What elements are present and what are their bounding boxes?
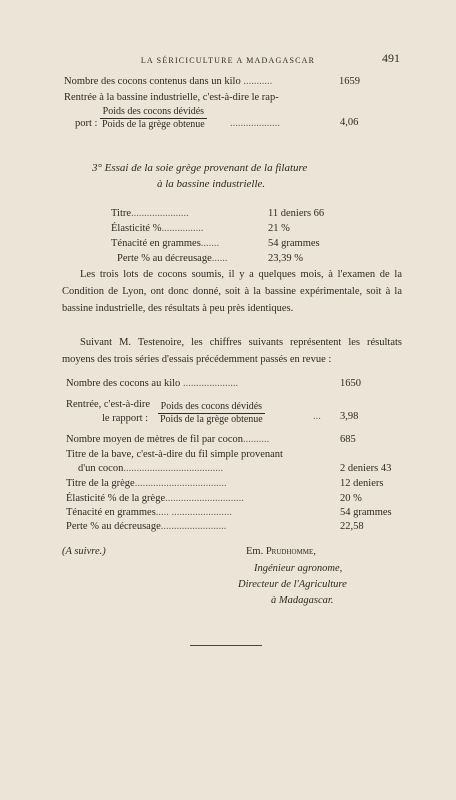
fraction-numerator: Poids des cocons dévidés bbox=[100, 106, 207, 119]
row-value: 12 deniers bbox=[340, 478, 384, 489]
row-label: Élasticité % de la grège bbox=[66, 493, 166, 504]
row-label: Titre de la grège bbox=[66, 478, 135, 489]
author-prefix: Em. bbox=[246, 546, 264, 557]
row-value: 22,58 bbox=[340, 521, 364, 532]
leader: ........... bbox=[243, 76, 273, 87]
fraction-denominator: Poids de la grège obtenue bbox=[102, 119, 205, 130]
row-label: Ténacité en grammes bbox=[66, 507, 156, 518]
summary-fraction-value: 3,98 bbox=[340, 411, 359, 422]
closing-rule bbox=[190, 645, 262, 646]
row-label: Ténacité en grammes bbox=[111, 238, 201, 249]
page-number: 491 bbox=[382, 51, 400, 65]
row-value: 20 % bbox=[340, 493, 362, 504]
row-label: d'un cocon bbox=[78, 463, 124, 474]
row-label: Nombre des cocons au kilo bbox=[66, 378, 181, 389]
row-label: Élasticité % bbox=[111, 223, 162, 234]
row-value: 11 deniers 66 bbox=[268, 208, 325, 219]
leader: ................................... bbox=[134, 478, 227, 489]
leader: .............................. bbox=[165, 493, 244, 504]
rendement-fraction bbox=[100, 106, 207, 131]
author-title-2: Directeur de l'Agriculture bbox=[238, 579, 347, 590]
row-label: Nombre moyen de mètres de fil par cocon bbox=[66, 434, 243, 445]
leader: .......... bbox=[242, 434, 270, 445]
fraction-numerator: Poids des cocons dévidés bbox=[158, 401, 265, 414]
leader: ................... bbox=[230, 118, 280, 129]
rentree-label-1: Rentrée, c'est-à-dire bbox=[66, 399, 151, 410]
summary-row-titre bbox=[66, 477, 227, 490]
row-value: 685 bbox=[340, 434, 356, 445]
summary-kilo-value: 1650 bbox=[340, 378, 361, 389]
summary-kilo-line bbox=[66, 377, 238, 390]
row-titre bbox=[111, 207, 189, 220]
summary-row-cocon bbox=[78, 462, 223, 475]
a-suivre: (A suivre.) bbox=[62, 546, 106, 557]
leader: ...................... bbox=[131, 208, 189, 219]
fraction-denominator: Poids de la grège obtenue bbox=[160, 414, 263, 425]
cocons-kilo-value: 1659 bbox=[339, 76, 360, 87]
leader: ...... bbox=[211, 253, 228, 264]
rentree-line: Rentrée à la bassine industrielle, c'est-à-dire le rap- bbox=[64, 92, 279, 103]
paragraph: Suivant M. Testenoire, les chiffres suivants représentent les résultats moyens des trois séries d'essais précédemment passés en revue : bbox=[62, 337, 402, 365]
section-title-line2: à la bassine industrielle. bbox=[157, 178, 266, 190]
leader: ................ bbox=[161, 223, 204, 234]
leader: ..................... bbox=[182, 378, 239, 389]
row-label: Perte % au décreusage bbox=[66, 521, 161, 532]
author-title-1: Ingénieur agronome, bbox=[254, 563, 343, 574]
leader: ...................................... bbox=[123, 463, 224, 474]
row-value: 2 deniers 43 bbox=[340, 463, 392, 474]
paragraph: Les trois lots de cocons soumis, il y a quelques mois, à l'examen de la Condition de Lyon, ont donc donné, soit à la bassine expérimentale, soit à la bassine industrielle, des résultats à peu près identiques. bbox=[62, 269, 402, 314]
leader: ....... bbox=[200, 238, 220, 249]
row-label: Titre bbox=[111, 208, 132, 219]
leader: ......................... bbox=[160, 521, 227, 532]
row-value: 54 grammes bbox=[340, 507, 392, 518]
port-label: port : bbox=[75, 118, 98, 129]
summary-fraction bbox=[158, 401, 265, 426]
section-title-line1: 3° Essai de la soie grège provenant de la filature bbox=[92, 162, 308, 174]
author-name bbox=[246, 545, 316, 558]
summary-row-tenacite bbox=[66, 506, 232, 519]
summary-row-bave: Titre de la bave, c'est-à-dire du fil simple provenant bbox=[66, 449, 283, 460]
cocons-kilo-label: Nombre des cocons contenus dans un kilo bbox=[64, 76, 241, 87]
summary-row-elasticite bbox=[66, 492, 244, 505]
row-elasticite bbox=[111, 222, 203, 235]
author-surname: Prudhomme, bbox=[265, 546, 316, 557]
leader: ..... ....................... bbox=[155, 507, 232, 518]
row-value: 23,39 % bbox=[268, 253, 303, 264]
rendement-value: 4,06 bbox=[340, 117, 359, 128]
row-value: 21 % bbox=[268, 223, 290, 234]
leader: ... bbox=[313, 411, 321, 422]
summary-row-perte bbox=[66, 520, 226, 533]
row-tenacite bbox=[111, 237, 219, 250]
rentree-label-2: le rapport : bbox=[102, 413, 149, 424]
row-label: Perte % au décreusage bbox=[117, 253, 212, 264]
row-value: 54 grammes bbox=[268, 238, 320, 249]
cocons-kilo-line bbox=[64, 75, 272, 88]
summary-row-metres bbox=[66, 433, 269, 446]
author-title-3: à Madagascar. bbox=[271, 595, 334, 606]
row-perte bbox=[117, 252, 228, 265]
running-title: LA SÉRICICULTURE A MADAGASCAR bbox=[140, 56, 316, 65]
